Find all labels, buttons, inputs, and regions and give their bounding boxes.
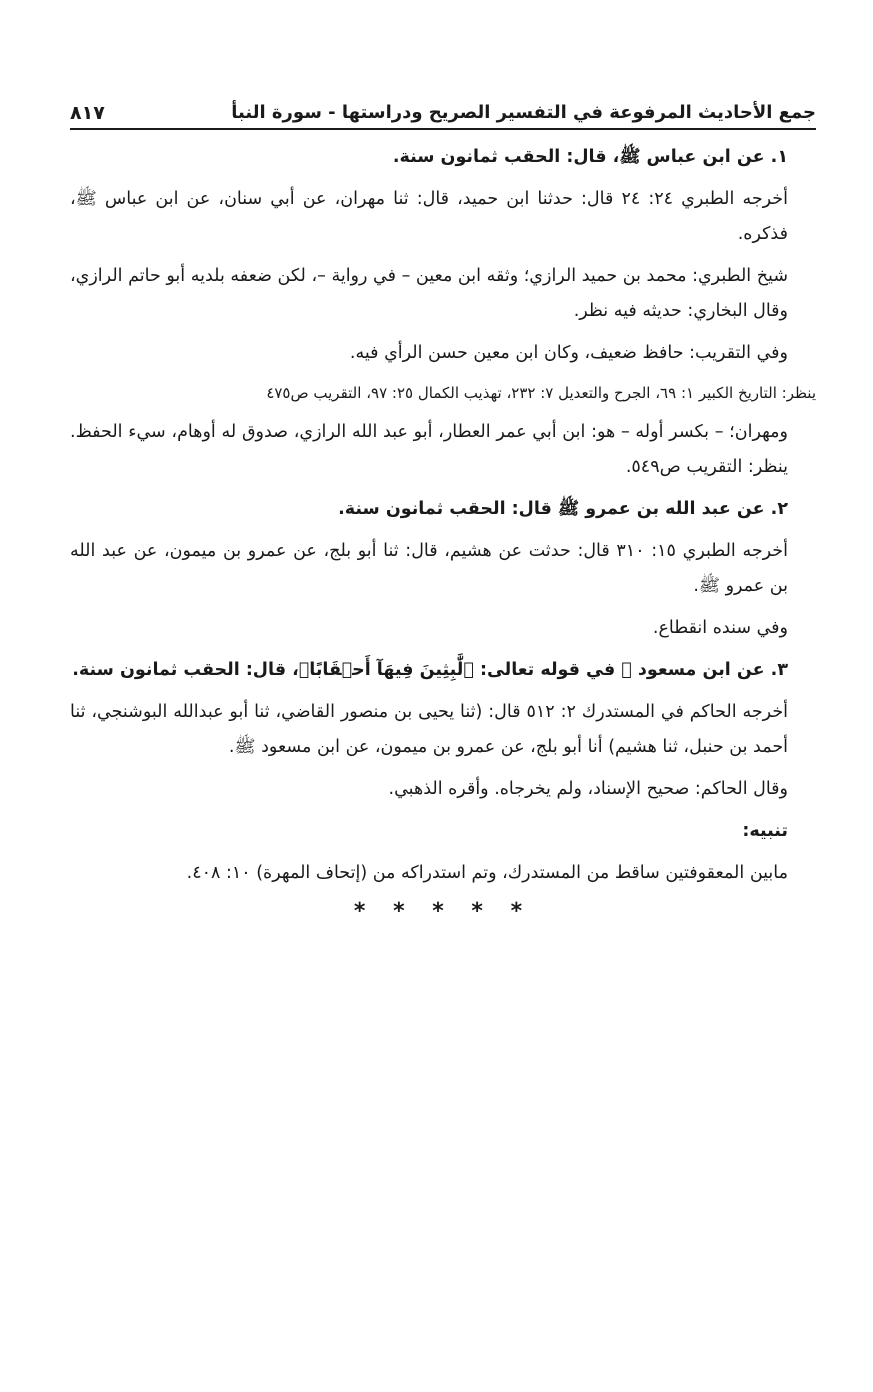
- paragraph: وفي سنده انقطاع.: [652, 618, 788, 638]
- page-body: [70, 140, 816, 891]
- paragraph: مابين المعقوفتين ساقط من المستدرك، وتم استدراكه من (إتحاف المهرة) ١٠: ٤٠٨.: [186, 863, 788, 883]
- paragraph: تنبيه:: [742, 821, 788, 841]
- paragraph: ينظر: التاريخ الكبير ١: ٦٩، الجرح والتعديل ٧: ٢٣٢، تهذيب الكمال ٢٥: ٩٧، التقريب ص٤٧٥: [266, 384, 816, 402]
- page-number: ٨١٧: [70, 102, 105, 124]
- section-separator: * * * * *: [353, 899, 533, 924]
- page: [70, 100, 816, 924]
- header-title: جمع الأحاديث المرفوعة في التفسير الصريح ودراستها - سورة النبأ: [231, 102, 816, 123]
- paragraph: شيخ الطبري: محمد بن حميد الرازي؛ وثقه ابن معين – في رواية –، لكن ضعفه بلديه أبو حاتم الرازي، وقال البخاري: حديثه فيه نظر.: [70, 266, 788, 321]
- paragraph: أخرجه الطبري ٢٤: ٢٤ قال: حدثنا ابن حميد، قال: ثنا مهران، عن أبي سنان، عن ابن عباس ﷺ، فذكره.: [70, 189, 788, 244]
- paragraph: وفي التقريب: حافظ ضعيف، وكان ابن معين حسن الرأي فيه.: [349, 343, 788, 363]
- paragraph: وقال الحاكم: صحيح الإسناد، ولم يخرجاه. وأقره الذهبي.: [388, 779, 788, 799]
- paragraph: ومهران؛ – بكسر أوله – هو: ابن أبي عمر العطار، أبو عبد الله الرازي، صدوق له أوهام، سيء الحفظ. ينظر: التقريب ص٥٤٩.: [70, 422, 788, 477]
- paragraph: أخرجه الحاكم في المستدرك ٢: ٥١٢ قال: (ثنا يحيى بن منصور القاضي، ثنا أبو عبدالله البوشنجي، ثنا أحمد بن حنبل، ثنا هشيم) أنا أبو بلج، عن عمرو بن ميمون، عن ابن مسعود ﷺ.: [70, 702, 788, 757]
- paragraph: ٢. عن عبد الله بن عمرو ﷺ قال: الحقب ثمانون سنة.: [338, 499, 788, 519]
- paragraph: ١. عن ابن عباس ﷺ، قال: الحقب ثمانون سنة.: [392, 147, 788, 167]
- paragraph: أخرجه الطبري ١٥: ٣١٠ قال: حدثت عن هشيم، قال: ثنا أبو بلج، عن عمرو بن ميمون، عن عبد الله بن عمرو ﷺ.: [70, 541, 788, 596]
- paragraph: ٣. عن ابن مسعود ﷺ في قوله تعالى: ﴿لَّٰبِثِينَ فِيهَآ أَحۡقَابًا﴾، قال: الحقب ثمانون سنة.: [72, 660, 788, 680]
- running-header: [70, 100, 816, 130]
